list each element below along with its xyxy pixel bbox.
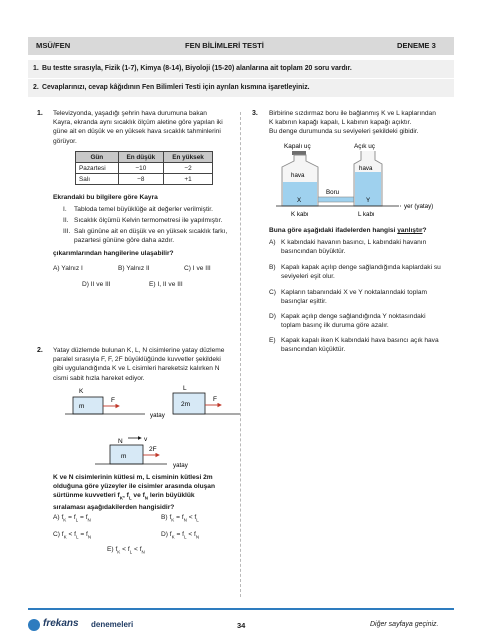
- velocity-label: v: [144, 436, 148, 443]
- q2-option-c[interactable]: C) $f_K < f_L = f_N$: [53, 531, 92, 540]
- option-letter: C): [269, 289, 276, 296]
- mass-k: m: [79, 403, 85, 410]
- option-text: K kabındaki havanın basıncı, L kabındaki havanın: [281, 239, 427, 246]
- q2-question-line: K ve N cisimlerinin kütlesi m, L cisminin kütlesi 2m: [53, 474, 213, 481]
- force-label-l: F: [213, 396, 217, 403]
- q3-question-text: Buna göre aşağıdaki ifadelerden hangisi: [269, 227, 398, 234]
- point-x: X: [297, 197, 302, 204]
- k-cap: [292, 151, 306, 155]
- option-text: basıncından küçüktür.: [281, 346, 346, 354]
- option-letter: D): [269, 313, 276, 320]
- item-roman: I.: [63, 206, 67, 213]
- q2-stem-line: cismi sabit hızla hareket ediyor.: [53, 374, 145, 382]
- q1-lead: Ekrandaki bu bilgilere göre Kayra: [53, 194, 158, 201]
- q2-question-line: sıralaması aşağıdakilerden hangisidir?: [53, 503, 175, 511]
- q2-sub-k: K: [119, 495, 123, 501]
- q2-force-figure: [55, 381, 240, 471]
- q3-question-underlined: yanlıştır: [397, 227, 423, 234]
- table-header-cell: En yüksek: [164, 152, 213, 163]
- force-label-n: 2F: [149, 446, 157, 453]
- q2-option-b[interactable]: B) $f_K = f_N < f_L$: [161, 514, 199, 523]
- q1-option-b[interactable]: B) Yalnız II: [118, 265, 150, 272]
- instruction-2: [28, 79, 454, 97]
- table-row: [76, 174, 213, 185]
- q3-option-d[interactable]: [269, 312, 454, 330]
- q3-container-figure: [270, 140, 460, 222]
- header-title: FEN BİLİMLERİ TESTİ: [185, 41, 264, 50]
- next-page-note: Diğer sayfaya geçiniz.: [370, 621, 439, 628]
- table-header-row: [76, 152, 213, 163]
- q2-stem-line: Yatay düzlemde bulunan K, L, N cisimlerine yatay düzleme: [53, 347, 225, 354]
- footer-rule: [28, 608, 454, 610]
- instruction-text: Bu testte sırasıyla, Fizik (1-7), Kimya (8-14), Biyoloji (15-20) alanlarına ait toplam 20 soru vardır.: [42, 65, 352, 72]
- q3-question: [269, 226, 427, 235]
- brand-logo-icon: [28, 619, 40, 631]
- q1-item-3: [63, 227, 227, 245]
- header-left: MSÜ/FEN: [36, 41, 71, 50]
- q3-stem-line: Bu denge durumunda su seviyeleri şekildeki gibidir.: [269, 128, 419, 136]
- q2-number: 2.: [37, 347, 43, 354]
- q1-stem-line: Televizyonda, yaşadığı şehrin hava durumuna bakan: [53, 110, 207, 117]
- label-kapali-uc: Kapalı uç: [284, 143, 311, 150]
- instruction-1: [28, 60, 454, 78]
- q3-option-a[interactable]: [269, 238, 454, 256]
- pipe-label: Boru: [326, 189, 340, 196]
- option-letter: A): [269, 239, 276, 246]
- q2-stem: [53, 346, 238, 383]
- q1-temperature-table: [75, 151, 213, 185]
- option-text: Kapalı kapak açılıp denge sağlandığında kaplardaki su: [281, 264, 441, 271]
- option-text: Kapak kapalı iken K kabındaki hava basıncı açık hava: [281, 337, 439, 344]
- q1-question: çıkarımlarından hangilerine ulaşabilir?: [53, 250, 174, 257]
- instruction-text: Cevaplarınızı, cevap kâğıdının Fen Bilimleri Testi için ayrılan kısmına işaretleyiniz.: [42, 84, 310, 91]
- q2-option-e[interactable]: E) $f_K < f_L < f_N$: [107, 546, 145, 555]
- q1-number: 1.: [37, 110, 43, 117]
- table-cell: −10: [118, 163, 163, 174]
- k-kabi-label: K kabı: [291, 211, 309, 218]
- label-k: K: [79, 388, 84, 395]
- instruction-num: 2.: [33, 84, 39, 91]
- ground-label: yer (yatay): [404, 203, 434, 210]
- q2-question-text: lerin büyüklük: [148, 492, 195, 500]
- q1-option-e[interactable]: E) I, II ve III: [149, 281, 183, 288]
- table-header-cell: Gün: [76, 152, 119, 163]
- q3-option-e[interactable]: [269, 336, 454, 354]
- l-kabi-label: L kabı: [358, 211, 375, 218]
- block-n: [110, 445, 143, 464]
- table-row: [76, 163, 213, 174]
- q3-stem: [269, 109, 459, 137]
- q1-option-c[interactable]: C) I ve III: [184, 265, 211, 272]
- option-letter: E): [269, 337, 276, 344]
- q2-option-a[interactable]: A) $f_K = f_L = f_N$: [53, 514, 91, 523]
- mass-n: m: [121, 453, 127, 460]
- point-y: Y: [366, 197, 371, 204]
- k-hava-label: hava: [291, 172, 305, 179]
- q2-stem-line: paralel sırasıyla F, F, 2F büyüklüğünde kuvvetler şekildeki: [53, 356, 221, 364]
- option-text: seviyeleri eşit olur.: [281, 273, 335, 281]
- instruction-num: 1.: [33, 65, 39, 72]
- item-roman: II.: [63, 217, 69, 224]
- header-right: DENEME 3: [397, 41, 436, 50]
- brand-logo-text: frekans: [43, 618, 79, 629]
- q1-option-d[interactable]: D) II ve III: [82, 281, 111, 288]
- option-text: Kapak açılıp denge sağlandığında Y noktasındaki: [281, 313, 426, 320]
- l-hava-label: hava: [359, 165, 373, 172]
- pipe: [318, 197, 354, 202]
- option-text: Kapların tabanındaki X ve Y noktalarındaki toplam: [281, 289, 428, 296]
- q1-stem: [53, 109, 235, 146]
- label-acik-uc: Açık uç: [354, 143, 375, 150]
- option-text: toplam basınç ilk duruma göre azalır.: [281, 322, 389, 330]
- label-n: N: [118, 438, 123, 445]
- table-cell: Salı: [76, 174, 119, 185]
- q2-stem-line: gibi uygulandığında K ve L cisimleri hareketsiz kalırken N: [53, 365, 220, 373]
- brand-subtitle: denemeleri: [91, 620, 134, 629]
- option-text: basınçlar eşittir.: [281, 298, 327, 306]
- q3-option-c[interactable]: [269, 288, 454, 306]
- q1-item-2: [63, 216, 222, 225]
- q2-sub-n: N: [144, 495, 149, 501]
- item-roman: III.: [63, 228, 71, 235]
- q1-stem-line: görüyor.: [53, 137, 77, 145]
- item-text: Sıcaklık ölçümü Kelvin termometresi ile yapılmıştır.: [74, 217, 223, 224]
- label-l: L: [183, 385, 187, 392]
- q2-question-line: sürtünme kuvvetleri $f_K$, $f_L$ ve $f_N$ lerin büyüklük: [53, 492, 195, 501]
- item-text: Salı gününe ait en düşük ve en yüksek sıcaklık farkı,: [74, 228, 228, 235]
- item-text: Tabloda temel büyüklüğe ait değerler verilmiştir.: [74, 206, 213, 213]
- table-cell: Pazartesi: [76, 163, 119, 174]
- q3-stem-line: Birbirine sızdırmaz boru ile bağlanmış K ve L kaplarından: [269, 110, 436, 117]
- table-cell: +1: [164, 174, 213, 185]
- item-text: pazartesi gününe göre daha azdır.: [74, 237, 175, 245]
- q1-stem-line: güne ait en düşük ve en yüksek hava sıcaklık tahminlerini: [53, 128, 221, 136]
- q3-question-mark: ?: [422, 227, 427, 234]
- option-text: basıncından büyüktür.: [281, 248, 346, 256]
- q3-stem-line: K kabının kapağı kapalı, L kabının kapağı açıktır.: [269, 119, 412, 127]
- q2-question-text: sürtünme kuvvetleri f: [53, 492, 120, 500]
- label-yatay-2: yatay: [173, 462, 188, 469]
- q2-sub-l: L: [128, 495, 132, 501]
- label-yatay-1: yatay: [150, 412, 165, 419]
- q2-option-d[interactable]: D) $f_K = f_L < f_N$: [161, 531, 200, 540]
- option-letter: B): [269, 264, 276, 271]
- table-cell: −8: [118, 174, 163, 185]
- column-divider: [240, 112, 241, 597]
- table-header-cell: En düşük: [118, 152, 163, 163]
- q3-option-b[interactable]: [269, 263, 454, 281]
- table-cell: −2: [164, 163, 213, 174]
- q3-number: 3.: [252, 110, 258, 117]
- q1-stem-line: Kayra, ekranda aynı sıcaklık ölçüm aletine göre yapılan iki: [53, 119, 223, 127]
- block-k: [73, 397, 103, 414]
- mass-l: 2m: [181, 401, 191, 408]
- q1-item-1: [63, 205, 213, 214]
- page-number: 34: [237, 621, 246, 630]
- force-label-k: F: [111, 397, 115, 404]
- q2-question-line: olduğuna göre yüzeyler ile cisimler arasında oluşan: [53, 483, 215, 491]
- q2-question: [53, 473, 241, 512]
- q1-option-a[interactable]: A) Yalnız I: [53, 265, 83, 272]
